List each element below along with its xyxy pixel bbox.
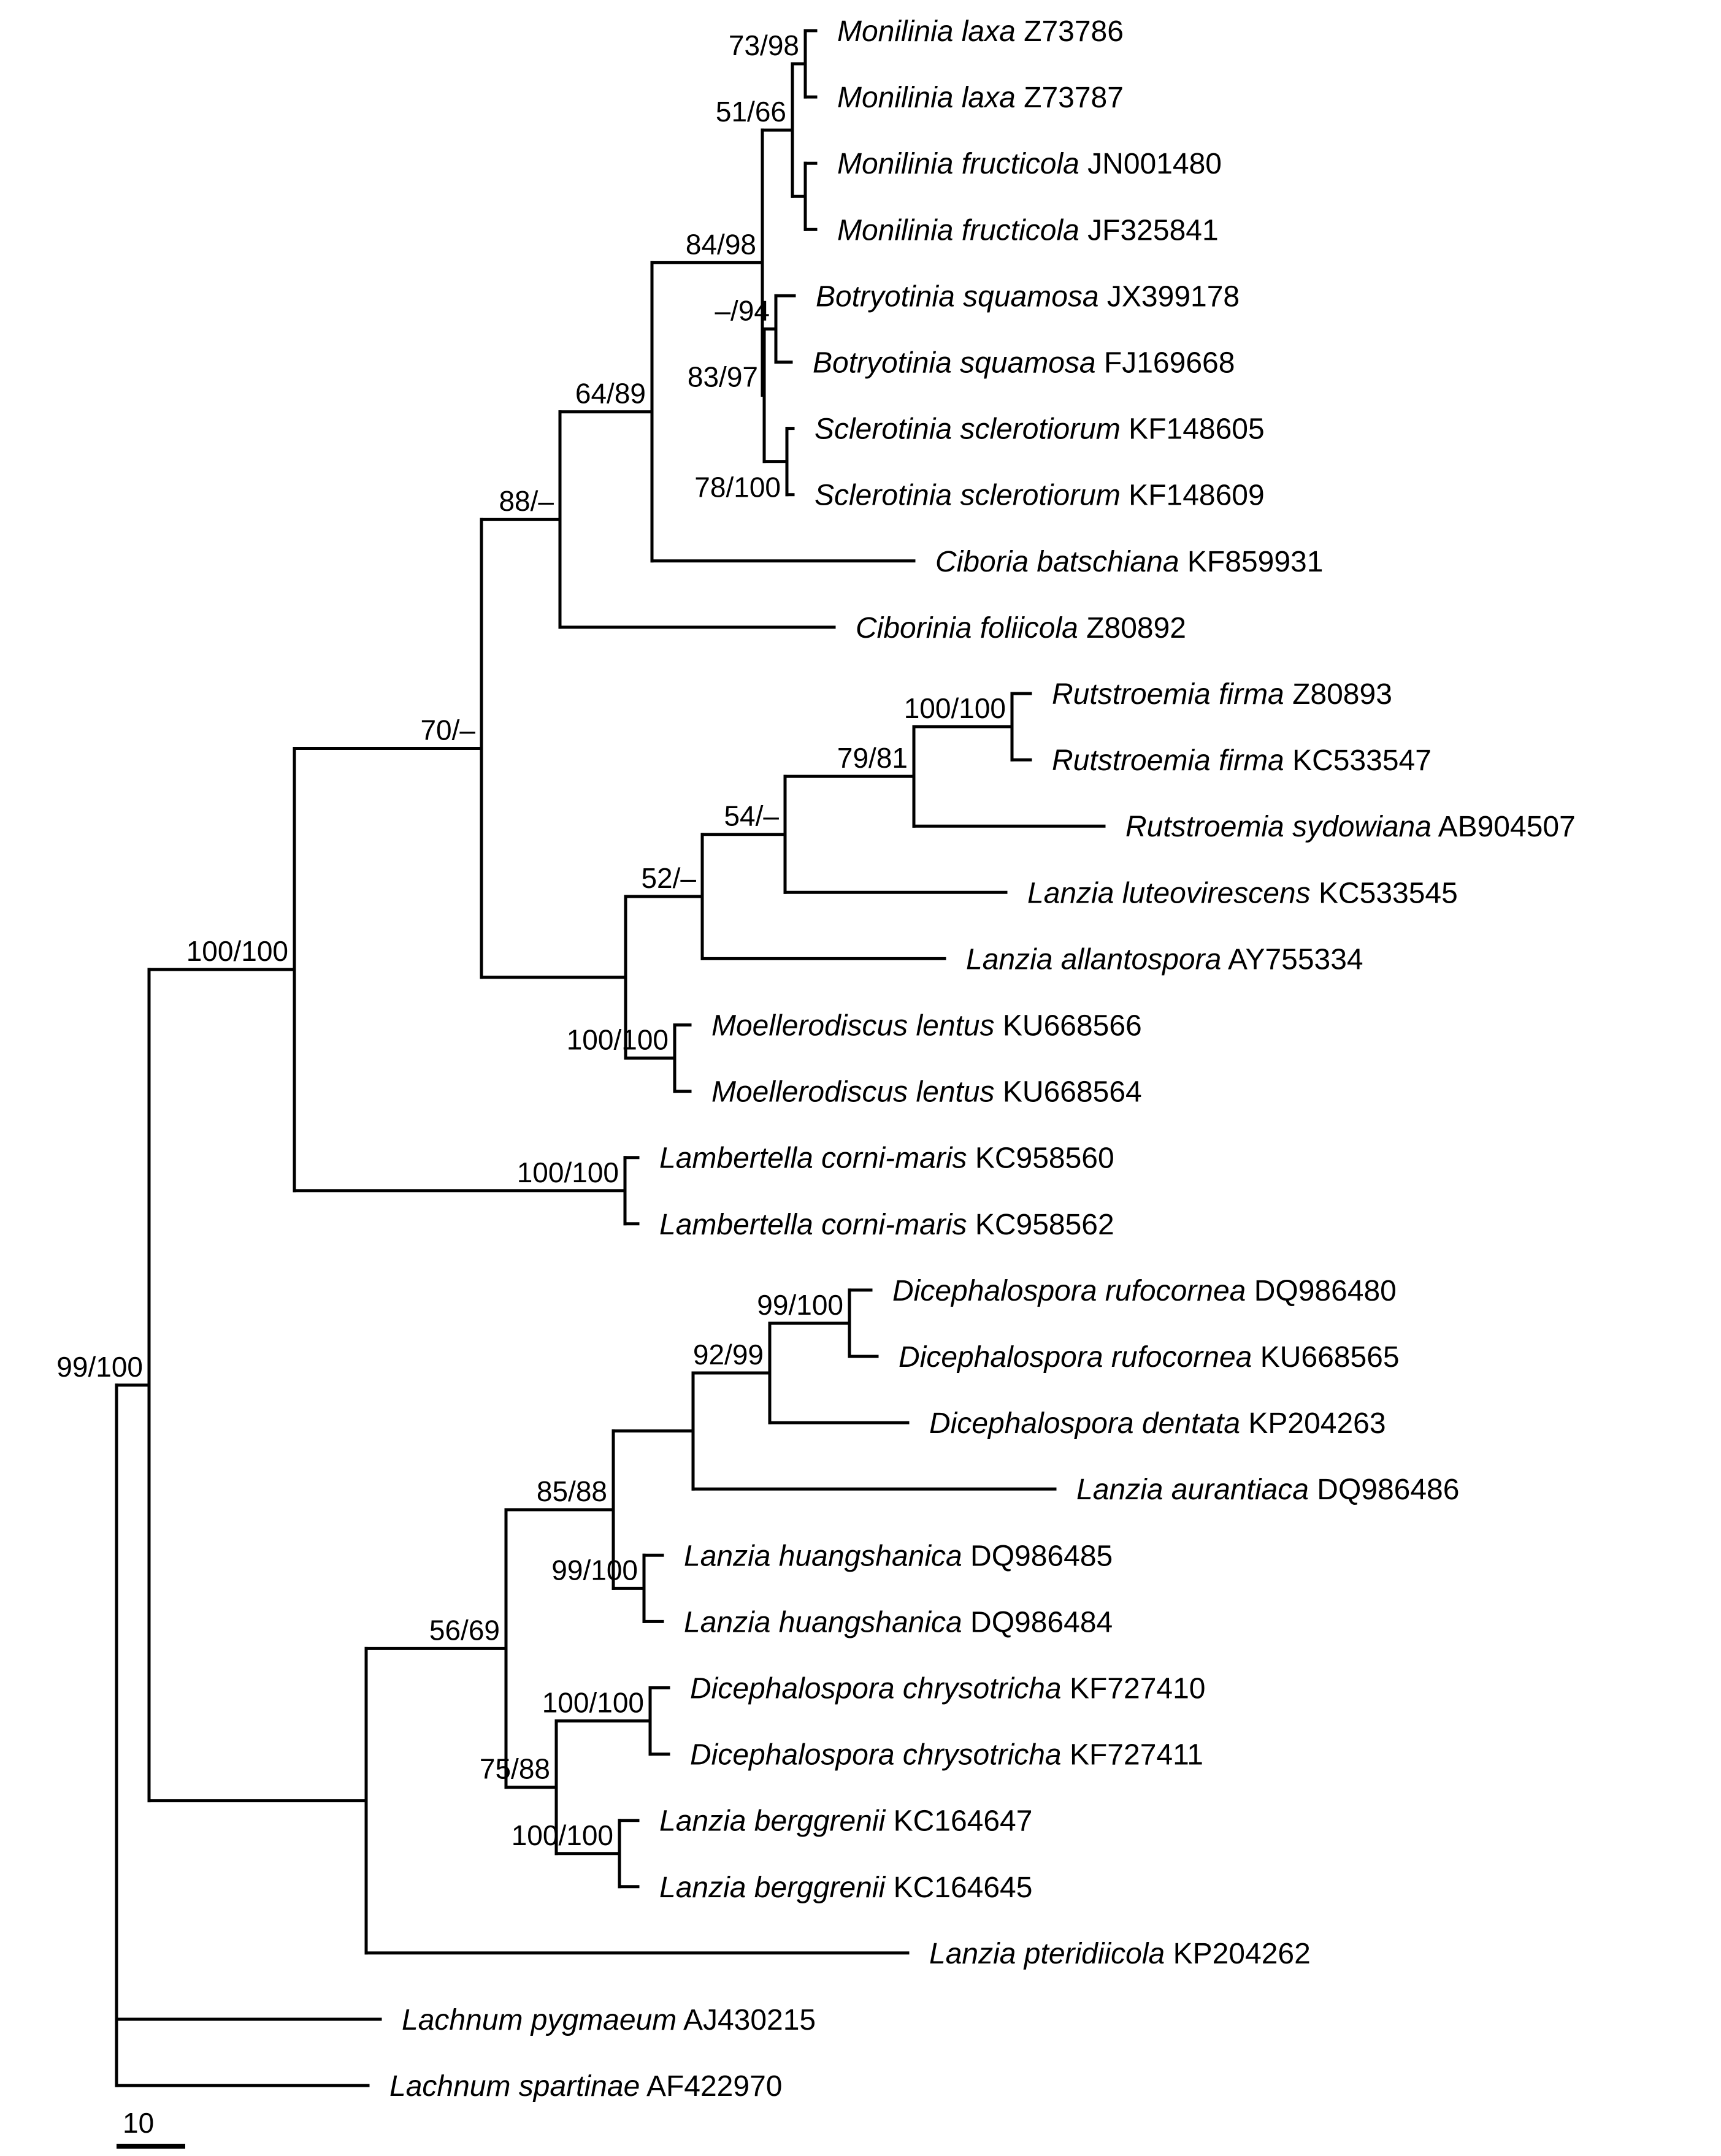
support-label: 56/69 xyxy=(429,1614,500,1646)
support-label: 51/66 xyxy=(715,96,786,128)
support-label: 92/99 xyxy=(692,1339,764,1371)
taxon-label: Dicephalospora rufocornea KU668565 xyxy=(899,1341,1400,1374)
support-label: 99/100 xyxy=(757,1288,843,1321)
support-label: 52/– xyxy=(641,862,696,895)
support-label: 85/88 xyxy=(536,1475,607,1507)
taxon-label: Lachnum spartinae AF422970 xyxy=(389,2070,783,2103)
support-label: 75/88 xyxy=(479,1753,550,1785)
taxon-label: Botryotinia squamosa JX399178 xyxy=(816,280,1240,313)
taxon-label: Moellerodiscus lentus KU668566 xyxy=(711,1009,1142,1042)
taxon-label: Monilinia fructicola JN001480 xyxy=(837,148,1222,181)
taxon-label: Lambertella corni-maris KC958562 xyxy=(659,1208,1114,1241)
taxon-label: Sclerotinia sclerotiorum KF148605 xyxy=(815,413,1265,446)
support-label: –/94 xyxy=(715,294,770,327)
support-label: 84/98 xyxy=(685,228,756,261)
support-label: 100/100 xyxy=(903,692,1006,725)
taxon-label: Dicephalospora rufocornea DQ986480 xyxy=(892,1274,1397,1307)
taxon-label: Lanzia berggrenii KC164645 xyxy=(659,1871,1033,1904)
taxon-label: Lachnum pygmaeum AJ430215 xyxy=(402,2004,816,2036)
taxon-label: Ciborinia foliicola Z80892 xyxy=(856,611,1186,644)
taxon-label: Rutstroemia firma KC533547 xyxy=(1052,744,1432,778)
support-label: 88/– xyxy=(499,485,554,518)
support-label: 70/– xyxy=(420,714,475,746)
taxon-label: Monilinia laxa Z73787 xyxy=(837,82,1124,115)
taxon-label: Lanzia huangshanica DQ986484 xyxy=(684,1606,1113,1639)
taxon-label: Ciboria batschiana KF859931 xyxy=(935,545,1324,578)
support-label: 99/100 xyxy=(551,1554,638,1586)
taxon-label: Lanzia huangshanica DQ986485 xyxy=(684,1540,1113,1573)
taxon-label: Rutstroemia firma Z80893 xyxy=(1052,678,1392,711)
taxon-label: Lanzia pteridiicola KP204262 xyxy=(929,1937,1311,1970)
scale-bar-label: 10 xyxy=(123,2107,155,2139)
taxon-label: Lanzia aurantiaca DQ986486 xyxy=(1076,1474,1460,1507)
taxon-label: Moellerodiscus lentus KU668564 xyxy=(711,1076,1142,1109)
taxon-label: Lanzia berggrenii KC164647 xyxy=(659,1805,1033,1838)
support-label: 99/100 xyxy=(56,1350,143,1383)
support-label: 100/100 xyxy=(186,935,288,968)
support-label: 100/100 xyxy=(516,1156,619,1188)
taxon-label: Lanzia allantospora AY755334 xyxy=(966,943,1363,976)
taxon-label: Dicephalospora chrysotricha KF727410 xyxy=(690,1672,1206,1705)
taxon-label: Dicephalospora chrysotricha KF727411 xyxy=(690,1738,1203,1772)
support-label: 100/100 xyxy=(542,1686,644,1719)
taxon-label: Lanzia luteovirescens KC533545 xyxy=(1027,877,1458,910)
taxon-label: Sclerotinia sclerotiorum KF148609 xyxy=(815,479,1265,512)
taxon-label: Monilinia fructicola JF325841 xyxy=(837,214,1219,247)
taxon-label: Lambertella corni-maris KC958560 xyxy=(659,1142,1114,1175)
support-label: 100/100 xyxy=(511,1819,613,1851)
taxon-label: Monilinia laxa Z73786 xyxy=(837,15,1124,48)
scale-bar xyxy=(117,2144,185,2149)
support-label: 100/100 xyxy=(566,1023,669,1056)
support-label: 73/98 xyxy=(728,29,799,62)
support-label: 83/97 xyxy=(687,361,758,393)
taxon-label: Dicephalospora dentata KP204263 xyxy=(929,1407,1386,1440)
taxon-label: Rutstroemia sydowiana AB904507 xyxy=(1125,811,1576,844)
support-label: 54/– xyxy=(724,800,779,832)
support-label: 78/100 xyxy=(694,471,781,503)
support-label: 79/81 xyxy=(837,742,908,774)
support-label: 64/89 xyxy=(575,377,646,410)
taxon-label: Botryotinia squamosa FJ169668 xyxy=(813,346,1235,380)
